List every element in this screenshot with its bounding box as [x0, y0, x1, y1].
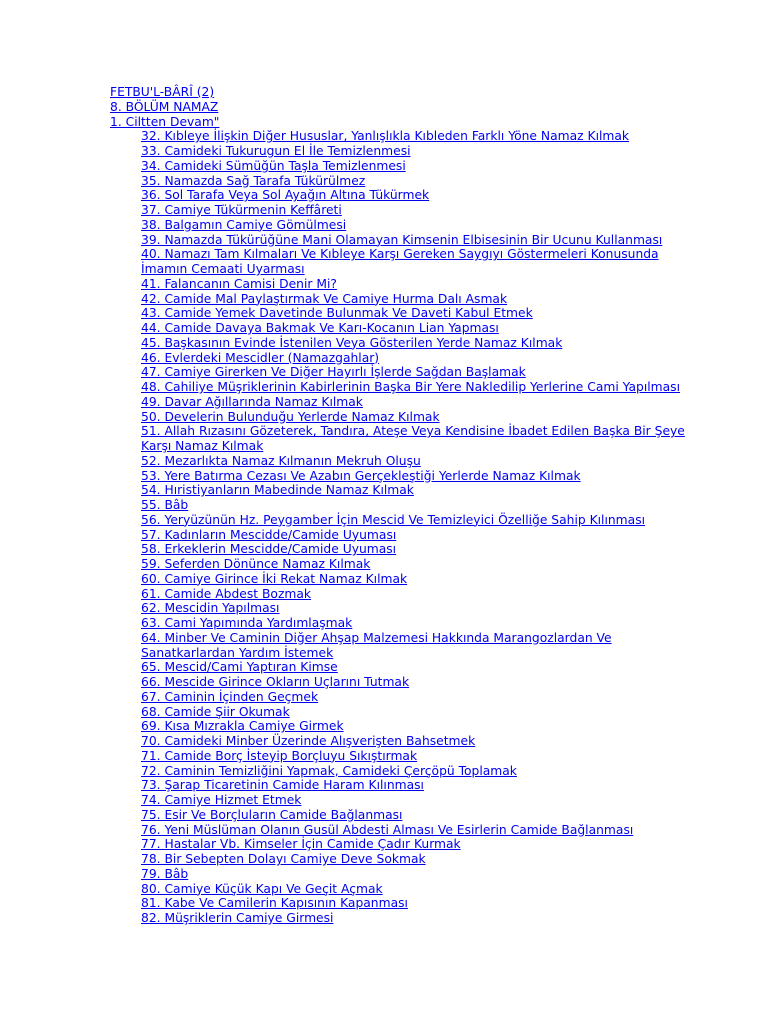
toc-link[interactable]: 58. Erkeklerin Mescidde/Camide Uyuması — [141, 542, 397, 557]
toc-link[interactable]: 75. Esir Ve Borçluların Camide Bağlanması — [141, 807, 403, 822]
toc-link[interactable]: 74. Camiye Hizmet Etmek — [141, 793, 302, 807]
toc-link[interactable]: 73. Şarap Ticaretinin Camide Haram Kılınması — [141, 778, 424, 793]
toc-link[interactable]: 38. Balgamın Camiye Gömülmesi — [141, 217, 347, 232]
toc-link[interactable]: 45. Başkasının Evinde İstenilen Veya Gösterilen Yerde Namaz Kılmak — [141, 335, 563, 350]
toc-link[interactable]: 64. Minber Ve Caminin Diğer Ahşap Malzemesi Hakkında Marangozlardan Ve Sanatkarlardan Yardım İstemek — [141, 630, 612, 660]
toc-link[interactable]: 82. Müşriklerin Camiye Girmesi — [141, 911, 334, 925]
toc-link[interactable]: 39. Namazda Tükürüğüne Mani Olamayan Kimsenin Elbisesinin Bir Ucunu Kullanması — [141, 232, 663, 247]
toc-link[interactable]: 56. Yeryüzünün Hz. Peygamber İçin Mescid Ve Temizleyici Özelliğe Sahip Kılınması — [141, 512, 646, 527]
toc-link[interactable]: 69. Kısa Mızrakla Camiye Girmek — [141, 719, 344, 734]
toc-link[interactable]: 77. Hastalar Vb. Kimseler İçin Camide Çadır Kurmak — [141, 837, 461, 852]
toc-link[interactable]: 67. Caminin İçinden Geçmek — [141, 689, 319, 704]
toc-link[interactable]: 71. Camide Borç İsteyip Borçluyu Sıkıştırmak — [141, 748, 418, 763]
toc-link[interactable]: 41. Falancanın Camisi Denir Mi? — [141, 276, 337, 291]
chapter-link[interactable]: 8. BÖLÜM NAMAZ — [110, 99, 219, 114]
volume-continuation-link[interactable]: 1. Ciltten Devam" — [110, 114, 220, 129]
toc-link[interactable]: 43. Camide Yemek Davetinde Bulunmak Ve Daveti Kabul Etmek — [141, 306, 533, 321]
toc-link[interactable]: 66. Mescide Girince Okların Uçlarını Tutmak — [141, 675, 410, 689]
toc-link[interactable]: 50. Develerin Bulunduğu Yerlerde Namaz Kılmak — [141, 409, 440, 424]
toc-link[interactable]: 42. Camide Mal Paylaştırmak Ve Camiye Hurma Dalı Asmak — [141, 291, 508, 306]
toc-link[interactable]: 79. Bâb — [141, 866, 189, 881]
toc-link[interactable]: 40. Namazı Tam Kılmaları Ve Kıbleye Karşı Gereken Saygıyı Göstermeleri Konusunda İmamın Cemaati Uyarması — [141, 247, 659, 276]
toc-link[interactable]: 32. Kıbleye İlişkin Diğer Hususlar, Yanlışlıkla Kıbleden Farklı Yöne Namaz Kılmak — [141, 129, 630, 144]
toc-link[interactable]: 72. Caminin Temizliğini Yapmak, Camideki Çerçöpü Toplamak — [141, 763, 517, 778]
toc-link[interactable]: 60. Camiye Girince İki Rekat Namaz Kılmak — [141, 571, 408, 586]
toc-link[interactable]: 34. Camideki Sümüğün Taşla Temizlenmesi — [141, 158, 406, 173]
toc-link[interactable]: 37. Camiye Tükürmenin Keffâreti — [141, 203, 342, 217]
toc-link[interactable]: 62. Mescidin Yapılması — [141, 601, 280, 616]
toc-link[interactable]: 47. Camiye Girerken Ve Diğer Hayırlı İşlerde Sağdan Başlamak — [141, 365, 526, 380]
toc-link[interactable]: 46. Evlerdeki Mescidler (Namazgahlar) — [141, 350, 380, 365]
toc-link[interactable]: 33. Camideki Tukurugun El İle Temizlenmesi — [141, 144, 411, 158]
toc-link[interactable]: 78. Bir Sebepten Dolayı Camiye Deve Sokmak — [141, 852, 426, 866]
toc-link[interactable]: 35. Namazda Sağ Tarafa Tükürülmez — [141, 173, 366, 188]
toc-link[interactable]: 55. Bâb — [141, 498, 189, 512]
toc-link[interactable]: 81. Kabe Ve Camilerin Kapısının Kapanması — [141, 896, 408, 911]
toc-link[interactable]: 44. Camide Davaya Bakmak Ve Karı-Kocanın Lian Yapması — [141, 321, 499, 335]
book-title-link[interactable]: FETBU'L-BÂRÎ (2) — [110, 85, 215, 99]
toc-link[interactable]: 61. Camide Abdest Bozmak — [141, 586, 312, 601]
toc-link[interactable]: 65. Mescid/Cami Yaptıran Kimse — [141, 660, 338, 675]
toc-link[interactable]: 48. Cahiliye Müşriklerinin Kabirlerinin Başka Bir Yere Nakledilip Yerlerine Cami Yapılması — [141, 380, 681, 394]
toc-link[interactable]: 36. Sol Tarafa Veya Sol Ayağın Altına Tükürmek — [141, 188, 430, 203]
toc-link[interactable]: 53. Yere Batırma Cezası Ve Azabın Gerçekleştiği Yerlerde Namaz Kılmak — [141, 468, 581, 483]
toc-link[interactable]: 63. Cami Yapımında Yardımlaşmak — [141, 616, 353, 630]
toc-link[interactable]: 59. Seferden Dönünce Namaz Kılmak — [141, 557, 371, 571]
toc-link[interactable]: 57. Kadınların Mescidde/Camide Uyuması — [141, 527, 397, 542]
toc-link[interactable]: 68. Camide Şiir Okumak — [141, 704, 290, 719]
toc-link[interactable]: 52. Mezarlıkta Namaz Kılmanın Mekruh Oluşu — [141, 453, 421, 468]
toc-link[interactable]: 70. Camideki Minber Üzerinde Alışverişten Bahsetmek — [141, 734, 476, 748]
toc-link[interactable]: 49. Davar Ağıllarında Namaz Kılmak — [141, 394, 363, 409]
toc-list — [110, 129, 710, 926]
toc-link[interactable]: 80. Camiye Küçük Kapı Ve Geçit Açmak — [141, 881, 383, 896]
toc-link[interactable]: 51. Allah Rızasını Gözeterek, Tandıra, Ateşe Veya Kendisine İbadet Edilen Başka Bir Şeye Karşı Namaz Kılmak — [141, 424, 685, 453]
toc-link[interactable]: 54. Hıristiyanların Mabedinde Namaz Kılmak — [141, 483, 414, 498]
toc-link[interactable]: 76. Yeni Müslüman Olanın Gusül Abdesti Alması Ve Esirlerin Camide Bağlanması — [141, 822, 634, 837]
document-page — [110, 85, 710, 926]
